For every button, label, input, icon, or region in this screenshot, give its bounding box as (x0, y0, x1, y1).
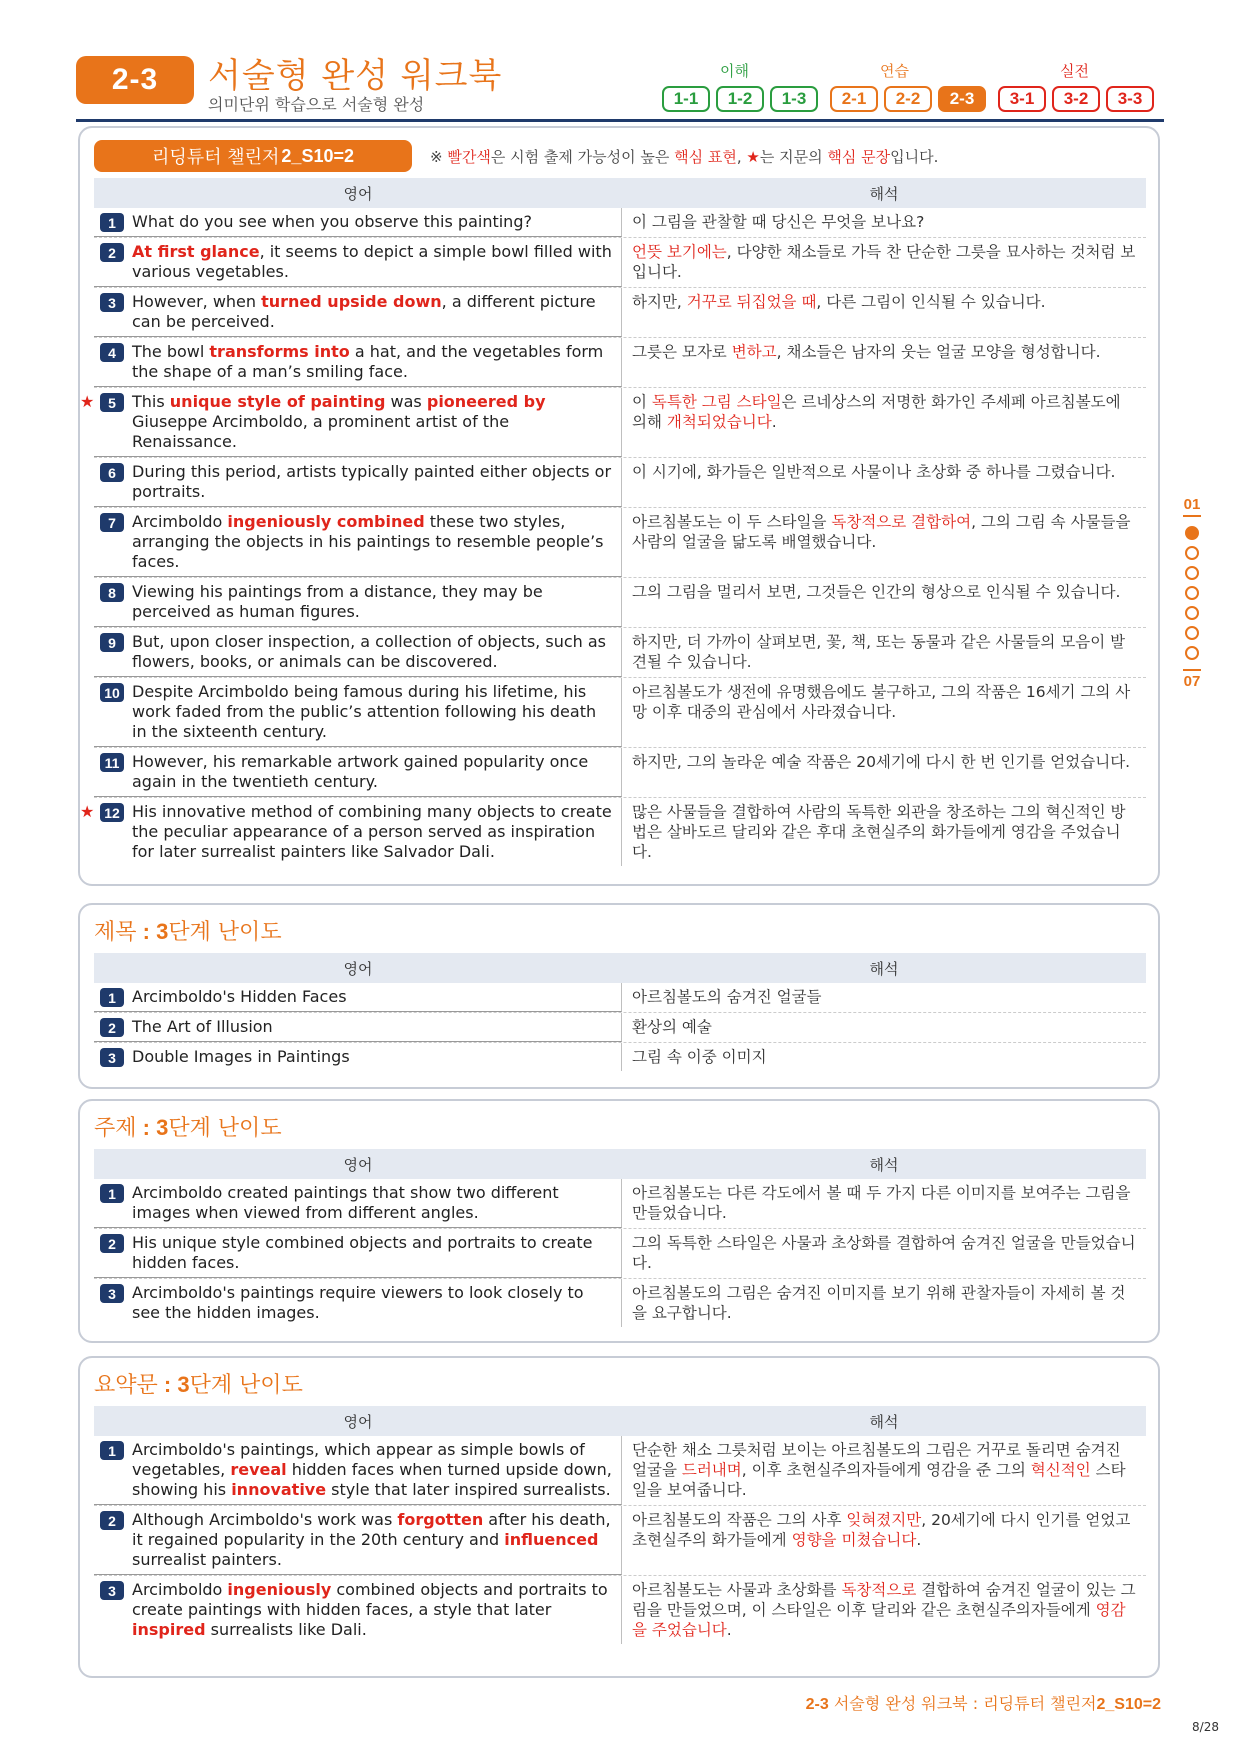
korean-text: , 다른 그림이 인식될 수 있습니다. (816, 293, 1046, 311)
stage-label-practice: 연습 (880, 62, 909, 80)
korean-text: . (916, 1531, 922, 1549)
reading-source-prefix: 리딩튜터 챌린저 (151, 147, 280, 168)
english-cell (94, 1576, 622, 1644)
title-rows (94, 983, 1146, 1071)
korean-text: 아르침볼도의 그림은 숨겨진 이미지를 보기 위해 관찰자들이 자세히 볼 것을 요구합니다. (632, 1284, 1126, 1322)
side-progress-rule-bottom (1183, 669, 1201, 671)
korean-text: 환상의 예술 (632, 1018, 712, 1036)
stage-button-1-3[interactable]: 1-3 (770, 86, 818, 112)
theme-section-label: 주제 (94, 1116, 137, 1141)
sentence-number: 4 (100, 343, 124, 362)
stage-button-3-1[interactable]: 3-1 (998, 86, 1046, 112)
english-text: Arcimboldo's Hidden Faces (132, 987, 347, 1006)
korean-cell (622, 508, 1146, 577)
note-red-word: 빨간색 (447, 148, 491, 166)
korean-text: . (771, 413, 777, 431)
english-cell (94, 678, 622, 747)
korean-cell (622, 458, 1146, 507)
sentence-number: 9 (100, 633, 124, 652)
korean-cell (622, 1506, 1146, 1575)
page-number: 8/28 (1192, 1720, 1219, 1734)
english-text: However, when (132, 292, 262, 311)
note-key-sentence: 핵심 문장 (827, 148, 891, 166)
korean-key-expression: 언뜻 보기에는 (632, 243, 727, 261)
column-header-english: 영어 (343, 184, 373, 203)
sentence-number: 10 (100, 683, 124, 702)
korean-text: 결합하여 숨겨진 얼굴이 있는 그림을 만들었으며, 이 스타일은 이후 달리와 같은 초현실주의자들에게 (632, 1581, 1136, 1619)
english-text: surrealist painters. (132, 1550, 282, 1569)
korean-cell (622, 1179, 1146, 1228)
sentence-number: 1 (100, 1184, 124, 1203)
table-row (94, 1043, 1146, 1071)
table-row (94, 578, 1146, 628)
sentence-number: 12 (100, 803, 124, 822)
english-key-expression: pioneered by (426, 392, 546, 411)
title-section-heading (94, 915, 282, 946)
english-text: after his death, it regained popularity in the 20th century and (132, 1510, 611, 1549)
english-cell (94, 983, 622, 1012)
korean-cell (622, 1229, 1146, 1278)
korean-key-expression: 거꾸로 뒤집었을 때 (686, 293, 817, 311)
summary-section-label: 요약문 (94, 1373, 158, 1398)
korean-text: . (726, 1621, 732, 1639)
english-text: , a different picture can be perceived. (132, 292, 596, 331)
english-text: a hat, and the vegetables form the shape of a man’s smiling face. (132, 342, 604, 381)
sentence-number: 11 (100, 753, 124, 772)
table-row (94, 1506, 1146, 1576)
english-text: Arcimboldo's paintings require viewers to look closely to see the hidden images. (132, 1283, 584, 1322)
sentence-number: 2 (100, 1018, 124, 1037)
korean-key-expression: 개척되었습니다 (666, 413, 772, 431)
korean-cell (622, 798, 1146, 866)
english-text: The Art of Illusion (132, 1017, 273, 1036)
footer-text: 서술형 완성 워크북 : 리딩튜터 챌린저 (828, 1694, 1097, 1713)
english-cell (94, 288, 622, 337)
page-subtitle: 의미단위 학습으로 서술형 완성 (208, 95, 425, 114)
sentence-number: 2 (100, 243, 124, 262)
korean-text: 하지만, 그의 놀라운 예술 작품은 20세기에 다시 한 번 인기를 얻었습니다. (632, 753, 1131, 771)
english-cell (94, 628, 622, 677)
table-row (94, 628, 1146, 678)
sentence-number: 1 (100, 1441, 124, 1460)
reading-source-pill (94, 140, 412, 172)
column-header-korean: 해석 (869, 1412, 899, 1431)
summary-section-heading (94, 1368, 303, 1399)
korean-cell (622, 1436, 1146, 1505)
sentence-number: 1 (100, 988, 124, 1007)
english-cell (94, 1179, 622, 1228)
english-text: Arcimboldo created paintings that show two different images when viewed from different angles. (132, 1183, 559, 1222)
sentence-number: 2 (100, 1234, 124, 1253)
korean-text: , 20세기에 다시 인기를 얻었고 초현실주의 화가들에게 (632, 1511, 1131, 1549)
korean-key-expression: 영감을 주었습니다 (632, 1601, 1126, 1639)
theme-section-heading (94, 1111, 282, 1142)
theme-table (94, 1149, 1146, 1327)
title-section-label: 제목 (94, 920, 137, 945)
column-header-korean: 해석 (869, 1155, 899, 1174)
stage-button-1-2[interactable]: 1-2 (716, 86, 764, 112)
english-cell (80, 798, 622, 866)
korean-key-expression: 독창적으로 결합하여 (831, 513, 972, 531)
note-text-4: 입니다. (890, 148, 939, 166)
korean-cell (622, 678, 1146, 747)
korean-text: 하지만, 더 가까이 살펴보면, 꽃, 책, 또는 동물과 같은 사물들의 모음이 발견될 수 있습니다. (632, 633, 1126, 671)
table-header (94, 1406, 1146, 1436)
english-key-expression: innovative (231, 1480, 327, 1499)
legend-note (430, 146, 938, 167)
english-cell (94, 238, 622, 287)
english-text: Arcimboldo (132, 512, 228, 531)
table-row (94, 338, 1146, 388)
sentence-number: 5 (100, 393, 124, 412)
english-cell (94, 578, 622, 627)
english-text: Giuseppe Arcimboldo, a prominent artist of the Renaissance. (132, 412, 510, 451)
progress-dot (1185, 566, 1199, 580)
table-row (94, 678, 1146, 748)
english-text: Viewing his paintings from a distance, they may be perceived as human figures. (132, 582, 543, 621)
english-key-expression: forgotten (397, 1510, 484, 1529)
table-row (94, 508, 1146, 578)
side-progress-start: 01 (1183, 496, 1201, 513)
korean-key-expression: 독창적으로 (841, 1581, 917, 1599)
summary-table (94, 1406, 1146, 1644)
korean-text: 스타일을 보여줍니다. (632, 1461, 1126, 1499)
english-cell (80, 388, 622, 457)
stage-label-understand: 이해 (720, 62, 749, 80)
english-text: His unique style combined objects and portraits to create hidden faces. (132, 1233, 593, 1272)
english-cell (94, 1013, 622, 1042)
korean-text: 은 르네상스의 저명한 화가인 주세페 아르침볼도에 의해 (632, 393, 1121, 431)
sentence-number: 2 (100, 1511, 124, 1530)
column-header-english: 영어 (343, 1412, 373, 1431)
korean-key-expression: 독특한 그림 스타일 (651, 393, 782, 411)
table-row (80, 388, 1146, 458)
korean-text: , 이후 초현실주의자들에게 영감을 준 그의 (741, 1461, 1031, 1479)
table-row (94, 1013, 1146, 1043)
table-row (94, 1179, 1146, 1229)
theme-rows (94, 1179, 1146, 1327)
english-cell (94, 1229, 622, 1278)
english-text: But, upon closer inspection, a collection of objects, such as flowers, books, or animals can be discovered. (132, 632, 606, 671)
table-row (94, 748, 1146, 798)
note-text-2: , (736, 148, 742, 166)
korean-cell (622, 288, 1146, 337)
korean-text: 많은 사물들을 결합하여 사람의 독특한 외관을 창조하는 그의 혁신적인 방법은 살바도르 달리와 같은 후대 초현실주의 화가들에게 영감을 주었습니다. (632, 803, 1126, 861)
stage-label-real: 실전 (1060, 62, 1089, 80)
star-icon: ★ (746, 148, 760, 166)
english-text: However, his remarkable artwork gained popularity once again in the twentieth century. (132, 752, 589, 791)
sentence-number: 3 (100, 1581, 124, 1600)
column-header-korean: 해석 (869, 959, 899, 978)
korean-key-expression: 잊혀졌지만 (846, 1511, 922, 1529)
korean-text: 이 그림을 관찰할 때 당신은 무엇을 보나요? (632, 213, 925, 231)
korean-text: 그의 독특한 스타일은 사물과 초상화를 결합하여 숨겨진 얼굴을 만들었습니다. (632, 1234, 1136, 1272)
korean-text: 아르침볼도는 사물과 초상화를 (632, 1581, 842, 1599)
table-row (94, 1279, 1146, 1327)
stage-button-2-2[interactable]: 2-2 (884, 86, 932, 112)
english-key-expression: turned upside down (261, 292, 442, 311)
table-row (94, 238, 1146, 288)
stage-button-2-1[interactable]: 2-1 (830, 86, 878, 112)
column-header-english: 영어 (343, 959, 373, 978)
note-key-expression: 핵심 표현 (674, 148, 737, 166)
english-cell (94, 1436, 622, 1505)
summary-section-level-suffix: 단계 난이도 (189, 1373, 303, 1398)
footer-code: 2-3 (805, 1696, 829, 1713)
sentence-number: 3 (100, 1048, 124, 1067)
title-section-level-suffix: 단계 난이도 (168, 920, 282, 945)
korean-cell (622, 338, 1146, 387)
side-progress (1180, 496, 1204, 690)
english-text: hidden faces when turned upside down, showing his (132, 1460, 612, 1499)
page-footer (806, 1691, 1161, 1714)
stage-button-1-1[interactable]: 1-1 (662, 86, 710, 112)
reading-section (78, 126, 1160, 886)
korean-key-expression: 드러내며 (681, 1461, 742, 1479)
english-text: Arcimboldo's paintings, which appear as simple bowls of vegetables, (132, 1440, 585, 1479)
sentence-number: 6 (100, 463, 124, 482)
table-row (94, 983, 1146, 1013)
korean-text: 아르침볼도의 숨겨진 얼굴들 (632, 988, 822, 1006)
english-key-expression: ingeniously (227, 1580, 332, 1599)
note-mark: ※ (430, 148, 443, 166)
title-section (78, 903, 1160, 1089)
korean-cell (622, 628, 1146, 677)
table-row (94, 1576, 1146, 1644)
table-header (94, 953, 1146, 983)
korean-text: 이 (632, 393, 652, 411)
sentence-number: 1 (100, 213, 124, 232)
english-cell (94, 508, 622, 577)
korean-text: , 다양한 채소들로 가득 찬 단순한 그릇을 묘사하는 것처럼 보입니다. (632, 243, 1136, 281)
column-header-english: 영어 (343, 1155, 373, 1174)
english-text: Double Images in Paintings (132, 1047, 350, 1066)
korean-text: 단순한 채소 그릇처럼 보이는 아르침볼도의 그림은 거꾸로 돌리면 숨겨진 얼굴을 (632, 1441, 1121, 1479)
korean-cell (622, 1013, 1146, 1042)
korean-text: 그릇은 모자로 (632, 343, 732, 361)
korean-cell (622, 1043, 1146, 1071)
english-text: Although Arcimboldo's work was (132, 1510, 398, 1529)
progress-dot (1185, 586, 1199, 600)
english-text: combined objects and portraits to create paintings with hidden faces, a style that later (132, 1580, 608, 1619)
stage-button-3-3[interactable]: 3-3 (1106, 86, 1154, 112)
summary-section-level: : 3 (157, 1372, 190, 1397)
note-text-1: 은 시험 출제 가능성이 높은 (490, 148, 670, 166)
footer-suffix: 2_S10=2 (1096, 1696, 1161, 1713)
progress-dot (1185, 626, 1199, 640)
english-cell (94, 338, 622, 387)
english-key-expression: transforms into (209, 342, 350, 361)
korean-key-expression: 혁신적인 (1030, 1461, 1091, 1479)
korean-text: 그림 속 이중 이미지 (632, 1048, 767, 1066)
korean-text: 하지만, (632, 293, 687, 311)
korean-cell (622, 208, 1146, 237)
table-row (94, 288, 1146, 338)
progress-dot (1185, 606, 1199, 620)
english-key-expression: unique style of painting (169, 392, 386, 411)
english-text: surrealists like Dali. (205, 1620, 367, 1639)
progress-dot-active (1185, 526, 1199, 540)
korean-text: 아르침볼도의 작품은 그의 사후 (632, 1511, 847, 1529)
sentence-number: 3 (100, 293, 124, 312)
korean-cell (622, 1279, 1146, 1327)
english-cell (94, 1279, 622, 1327)
table-header (94, 1149, 1146, 1179)
table-row (94, 458, 1146, 508)
korean-text: 그의 그림을 멀리서 보면, 그것들은 인간의 형상으로 인식될 수 있습니다. (632, 583, 1121, 601)
summary-rows (94, 1436, 1146, 1644)
english-text: , it seems to depict a simple bowl filled with various vegetables. (132, 242, 612, 281)
title-section-level: : 3 (136, 919, 169, 944)
english-cell (94, 1506, 622, 1575)
english-text: The bowl (132, 342, 210, 361)
english-text: these two styles, arranging the objects in his paintings to resemble people’s faces. (132, 512, 604, 571)
english-text: was (385, 392, 427, 411)
korean-text: 아르침볼도가 생전에 유명했음에도 불구하고, 그의 작품은 16세기 그의 사망 이후 대중의 관심에서 사라졌습니다. (632, 683, 1131, 721)
table-row (94, 208, 1146, 238)
unit-badge: 2-3 (76, 56, 194, 104)
english-text: His innovative method of combining many objects to create the peculiar appearance of a person served as inspiration for later surrealist painters like Salvador Dali. (132, 802, 612, 861)
side-progress-rule-top (1183, 515, 1201, 517)
korean-cell (622, 983, 1146, 1012)
english-text: What do you see when you observe this painting? (132, 212, 532, 231)
english-text: Arcimboldo (132, 1580, 228, 1599)
english-text: Despite Arcimboldo being famous during his lifetime, his work faded from the public’s attention following his death in the sixteenth century. (132, 682, 597, 741)
korean-text: 이 시기에, 화가들은 일반적으로 사물이나 초상화 중 하나를 그렸습니다. (632, 463, 1116, 481)
english-cell (94, 458, 622, 507)
progress-dot (1185, 646, 1199, 660)
korean-cell (622, 748, 1146, 797)
reading-rows (80, 208, 1146, 866)
english-key-expression: At first glance (132, 242, 260, 261)
reading-source-code: 2_S10=2 (281, 145, 354, 166)
korean-cell (622, 578, 1146, 627)
star-icon: ★ (80, 802, 95, 821)
english-key-expression: ingeniously combined (227, 512, 425, 531)
korean-text: 아르침볼도는 이 두 스타일을 (632, 513, 832, 531)
korean-key-expression: 변하고 (731, 343, 777, 361)
english-cell (94, 208, 622, 237)
theme-section-level-suffix: 단계 난이도 (168, 1116, 282, 1141)
stage-button-2-3[interactable]: 2-3 (938, 86, 986, 112)
korean-cell (622, 238, 1146, 287)
korean-cell (622, 1576, 1146, 1644)
english-cell (94, 1043, 622, 1071)
sentence-number: 7 (100, 513, 124, 532)
table-row (80, 798, 1146, 866)
star-icon: ★ (80, 392, 95, 411)
header-divider (76, 119, 1164, 122)
column-header-korean: 해석 (869, 184, 899, 203)
table-row (94, 1229, 1146, 1279)
table-row (94, 1436, 1146, 1506)
english-text: This (132, 392, 170, 411)
korean-text: , 채소들은 남자의 웃는 얼굴 모양을 형성합니다. (776, 343, 1101, 361)
english-key-expression: reveal (230, 1460, 287, 1479)
stage-button-3-2[interactable]: 3-2 (1052, 86, 1100, 112)
theme-section-level: : 3 (136, 1115, 169, 1140)
korean-text: , 그의 그림 속 사물들을 사람의 얼굴을 닮도록 배열했습니다. (632, 513, 1131, 551)
theme-section (78, 1099, 1160, 1343)
note-text-3: 는 지문의 (759, 148, 823, 166)
english-key-expression: influenced (504, 1530, 599, 1549)
english-text: style that later inspired surrealists. (326, 1480, 611, 1499)
english-key-expression: inspired (132, 1620, 206, 1639)
sentence-number: 3 (100, 1284, 124, 1303)
sentence-number: 8 (100, 583, 124, 602)
summary-section (78, 1356, 1160, 1678)
english-text: During this period, artists typically painted either objects or portraits. (132, 462, 612, 501)
side-progress-end: 07 (1183, 673, 1201, 690)
korean-text: 아르침볼도는 다른 각도에서 볼 때 두 가지 다른 이미지를 보여주는 그림을 만들었습니다. (632, 1184, 1131, 1222)
korean-key-expression: 영향을 미쳤습니다 (791, 1531, 917, 1549)
page-title: 서술형 완성 워크북 (208, 56, 503, 96)
title-table (94, 953, 1146, 1071)
reading-table (80, 178, 1146, 866)
english-cell (94, 748, 622, 797)
table-header (94, 178, 1146, 208)
progress-dot (1185, 546, 1199, 560)
korean-cell (622, 388, 1146, 457)
